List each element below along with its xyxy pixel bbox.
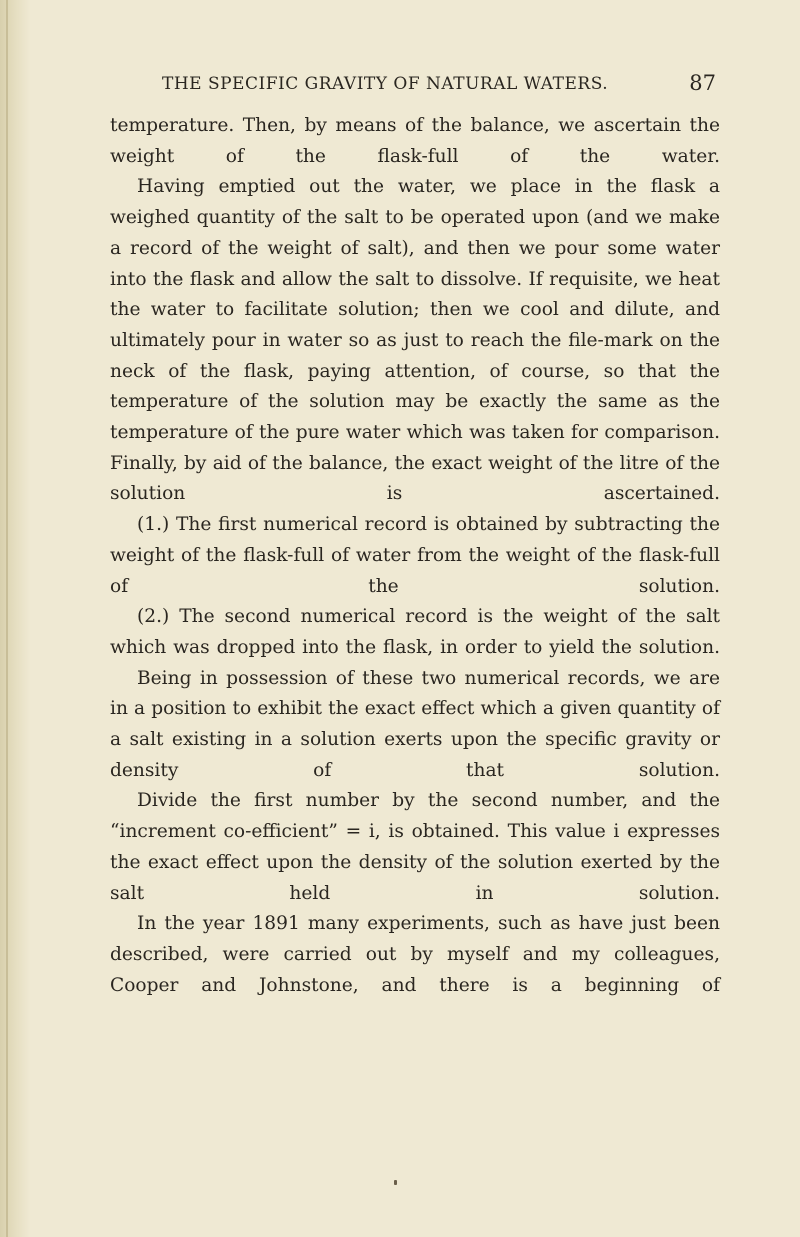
paragraph-7: In the year 1891 many experiments, such as have just been described, were carried out by myself and my colleagues, Cooper and Johnstone, and there is a beginning of xyxy=(110,913,720,996)
paragraph-1: temperature. Then, by means of the balance, we ascertain the weight of the flask-full of the water. xyxy=(110,115,720,167)
paragraph-6: Divide the first number by the second number, and the “increment co-efficient” = i, is obtained. This value i expresses the exact effect upon the density of the solution exerted by the salt held in solution. xyxy=(110,790,720,904)
paragraph-2: Having emptied out the water, we place in the flask a weighed quantity of the salt to be operated upon (and we make a record of the weight of salt), and then we pour some water into the flask and allow the salt to dissolve. If requisite, we heat the water to facilitate solution; then we cool and dilute, and ultimately pour in water so as just to reach the file-mark on the neck of the flask, paying attention, of course, so that the temperature of the solution may be exactly the same as the temperature of the pure water which was taken for comparison. Finally, by aid of the balance, the exact weight of the litre of the solution is ascertained. xyxy=(110,176,720,505)
paragraph-5: Being in possession of these two numerical records, we are in a position to exhibit the exact effect which a given quantity of a salt existing in a solution exerts upon the specific gravity or density of that solution. xyxy=(110,667,720,781)
page-number: 87 xyxy=(689,71,716,95)
ink-speck xyxy=(394,1180,397,1185)
running-title: THE SPECIFIC GRAVITY OF NATURAL WATERS. xyxy=(162,74,609,94)
body-text xyxy=(110,111,720,1001)
page-edge-shadow xyxy=(0,0,30,1237)
paragraph-3: (1.) The first numerical record is obtained by subtracting the weight of the flask-full of water from the weight of the flask-full of the solution. xyxy=(110,514,720,597)
paragraph-4: (2.) The second numerical record is the weight of the salt which was dropped into the flask, in order to yield the solution. xyxy=(110,606,720,658)
binding-edge xyxy=(6,0,8,1237)
page-header xyxy=(162,71,722,104)
